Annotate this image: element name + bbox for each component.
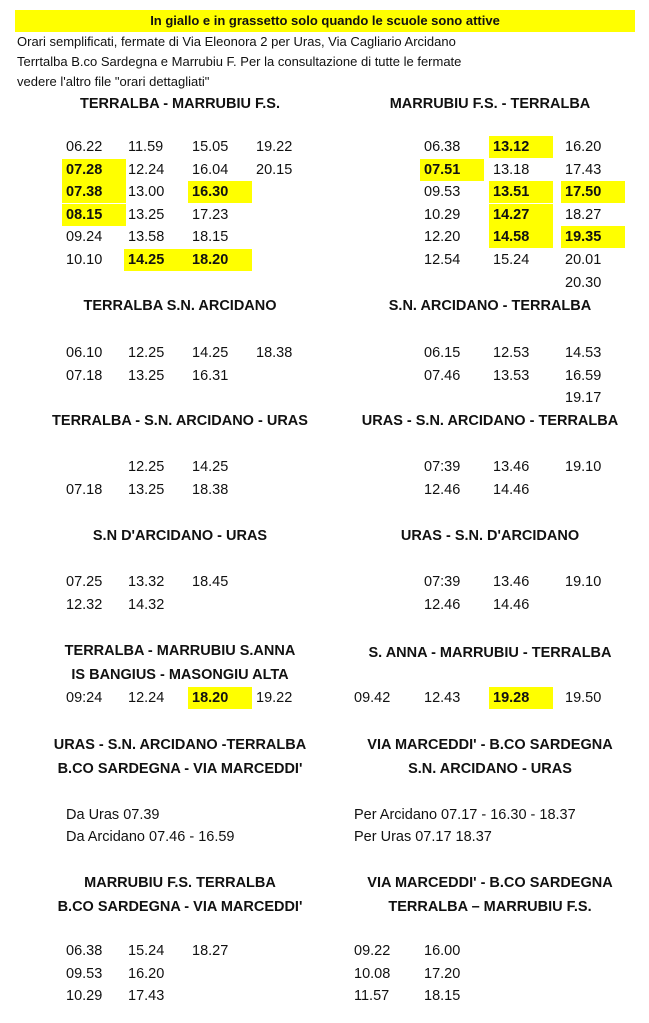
time-cell: 13.18 <box>493 161 530 178</box>
section-title-arcidano-terralba: S.N. ARCIDANO - TERRALBA <box>388 298 592 314</box>
time-cell: 19.28 <box>489 687 553 709</box>
to-arcidano-line: Per Arcidano 07.17 - 16.30 - 18.37 <box>354 807 576 823</box>
time-cell: 09.42 <box>354 690 391 706</box>
time-cell: 10.29 <box>66 988 103 1005</box>
time-cell: 14.25 <box>192 345 229 361</box>
time-cell: 12.20 <box>424 229 461 246</box>
time-cell: 12.25 <box>128 459 165 475</box>
time-cell: 06.38 <box>66 943 103 959</box>
section-title-santanna-terralba: S. ANNA - MARRUBIU - TERRALBA <box>368 645 612 661</box>
time-cell: 19.10 <box>565 459 602 475</box>
time-cell: 18.27 <box>565 206 602 223</box>
time-cell: 19.35 <box>561 226 625 248</box>
section-title-terralba-arcidano: TERRALBA S.N. ARCIDANO <box>83 298 277 314</box>
time-cell: 13.53 <box>493 367 530 384</box>
time-cell: 19.50 <box>565 690 602 706</box>
section-title-marceddi-uras-2: S.N. ARCIDANO - URAS <box>408 761 572 777</box>
time-cell: 07.46 <box>424 367 461 384</box>
section-title-arcidano-uras: S.N D'ARCIDANO - URAS <box>92 528 268 544</box>
section-title-marceddi-marrubiu-1: VIA MARCEDDI' - B.CO SARDEGNA <box>367 875 613 891</box>
time-cell: 13.25 <box>128 206 165 223</box>
time-cell: 19.22 <box>256 690 293 706</box>
time-cell: 14.25 <box>124 249 188 271</box>
section-title-marrubiu-terralba: MARRUBIU F.S. - TERRALBA <box>389 96 591 112</box>
time-cell: 12.43 <box>424 690 461 706</box>
section-title-terralba-marrubiu: TERRALBA - MARRUBIU F.S. <box>79 96 281 112</box>
time-cell: 20.15 <box>256 161 293 178</box>
time-cell: 13.46 <box>493 574 530 590</box>
time-cell: 14.46 <box>493 596 530 613</box>
time-cell: 12.54 <box>424 252 461 268</box>
time-cell: 13.12 <box>489 136 553 158</box>
time-cell: 07.18 <box>66 481 103 498</box>
time-cell: 16.30 <box>188 181 252 203</box>
time-cell: 07.28 <box>62 159 126 181</box>
time-cell: 16.20 <box>128 965 165 982</box>
time-cell: 16.04 <box>192 161 229 178</box>
time-cell: 13.58 <box>128 229 165 246</box>
time-cell: 12.32 <box>66 596 103 613</box>
time-cell: 17.43 <box>128 988 165 1005</box>
time-cell: 12.46 <box>424 596 461 613</box>
section-title-terralba-arcidano-uras: TERRALBA - S.N. ARCIDANO - URAS <box>52 413 308 429</box>
time-cell: 07.38 <box>62 181 126 203</box>
time-cell: 11.59 <box>128 139 164 155</box>
time-cell: 19.22 <box>256 139 293 155</box>
section-title-marceddi-uras-1: VIA MARCEDDI' - B.CO SARDEGNA <box>367 737 613 753</box>
time-cell: 18.45 <box>192 574 229 590</box>
section-title-uras-arcidano: URAS - S.N. D'ARCIDANO <box>400 528 580 544</box>
time-cell: 07.18 <box>66 367 103 384</box>
time-cell: 12.53 <box>493 345 530 361</box>
section-title-uras-marceddi-1: URAS - S.N. ARCIDANO -TERRALBA <box>53 737 307 753</box>
time-cell: 15.05 <box>192 139 229 155</box>
section-title-marceddi-marrubiu-2: TERRALBA – MARRUBIU F.S. <box>388 899 592 915</box>
time-cell: 16.59 <box>565 367 602 384</box>
time-cell: 14.32 <box>128 596 165 613</box>
section-title-terralba-santanna: TERRALBA - MARRUBIU S.ANNA <box>64 643 296 659</box>
time-cell: 06.38 <box>424 139 461 155</box>
to-uras-line: Per Uras 07.17 18.37 <box>354 829 492 845</box>
from-arcidano-line: Da Arcidano 07.46 - 16.59 <box>66 829 235 845</box>
time-cell: 15.24 <box>128 943 165 959</box>
time-cell: 20.30 <box>565 274 602 291</box>
time-cell: 09.22 <box>354 943 391 959</box>
time-cell: 09.53 <box>424 184 461 201</box>
time-cell: 09.24 <box>66 229 103 246</box>
section-title-marrubiu-marceddi-2: B.CO SARDEGNA - VIA MARCEDDI' <box>57 899 303 915</box>
time-cell: 18.15 <box>192 229 229 246</box>
time-cell: 13.51 <box>489 181 553 203</box>
time-cell: 06.15 <box>424 345 461 361</box>
time-cell: 10.29 <box>424 206 461 223</box>
time-cell: 18.38 <box>192 481 229 498</box>
time-cell: 07.51 <box>420 159 484 181</box>
time-cell: 12.46 <box>424 481 461 498</box>
time-cell: 08.15 <box>62 204 126 226</box>
note-line-2: Terrtalba B.co Sardegna e Marrubiu F. Per la consultazione di tutte le fermate <box>17 54 462 69</box>
time-cell: 14.53 <box>565 345 602 361</box>
time-cell: 16.31 <box>192 367 229 384</box>
time-cell: 18.15 <box>424 988 461 1005</box>
time-cell: 07.25 <box>66 574 103 590</box>
time-cell: 13.25 <box>128 481 165 498</box>
time-cell: 10.10 <box>66 252 103 268</box>
time-cell: 17.20 <box>424 965 461 982</box>
from-uras-line: Da Uras 07.39 <box>66 807 160 823</box>
time-cell: 18.38 <box>256 345 293 361</box>
section-title-bangius-masongiu: IS BANGIUS - MASONGIU ALTA <box>71 667 289 683</box>
time-cell: 09.53 <box>66 965 103 982</box>
time-cell: 18.20 <box>188 687 252 709</box>
time-cell: 18.20 <box>188 249 252 271</box>
time-cell: 13.46 <box>493 459 530 475</box>
section-title-uras-marceddi-2: B.CO SARDEGNA - VIA MARCEDDI' <box>57 761 303 777</box>
time-cell: 17.23 <box>192 206 229 223</box>
time-cell: 13.32 <box>128 574 165 590</box>
time-cell: 19.10 <box>565 574 602 590</box>
time-cell: 07:39 <box>424 459 461 475</box>
section-title-marrubiu-marceddi-1: MARRUBIU F.S. TERRALBA <box>84 875 276 891</box>
time-cell: 12.24 <box>128 690 165 706</box>
time-cell: 16.00 <box>424 943 461 959</box>
time-cell: 12.24 <box>128 161 165 178</box>
time-cell: 14.27 <box>489 204 553 226</box>
time-cell: 17.50 <box>561 181 625 203</box>
time-cell: 13.00 <box>128 184 165 201</box>
section-title-uras-arcidano-terralba: URAS - S.N. ARCIDANO - TERRALBA <box>361 413 619 429</box>
time-cell: 06.22 <box>66 139 103 155</box>
time-cell: 10.08 <box>354 965 391 982</box>
time-cell: 15.24 <box>493 252 530 268</box>
time-cell: 14.58 <box>489 226 553 248</box>
school-days-banner: In giallo e in grassetto solo quando le scuole sono attive <box>15 10 635 32</box>
time-cell: 18.27 <box>192 943 229 959</box>
time-cell: 14.46 <box>493 481 530 498</box>
time-cell: 19.17 <box>565 390 602 407</box>
time-cell: 12.25 <box>128 345 165 361</box>
note-line-3: vedere l'altro file "orari dettagliati" <box>17 74 210 89</box>
note-line-1: Orari semplificati, fermate di Via Eleonora 2 per Uras, Via Cagliario Arcidano <box>17 34 456 49</box>
time-cell: 14.25 <box>192 459 229 475</box>
time-cell: 07:39 <box>424 574 461 590</box>
time-cell: 06.10 <box>66 345 103 361</box>
time-cell: 20.01 <box>565 252 602 268</box>
time-cell: 17.43 <box>565 161 602 178</box>
time-cell: 11.57 <box>354 988 390 1005</box>
time-cell: 13.25 <box>128 367 165 384</box>
time-cell: 16.20 <box>565 139 602 155</box>
time-cell: 09:24 <box>66 690 103 706</box>
